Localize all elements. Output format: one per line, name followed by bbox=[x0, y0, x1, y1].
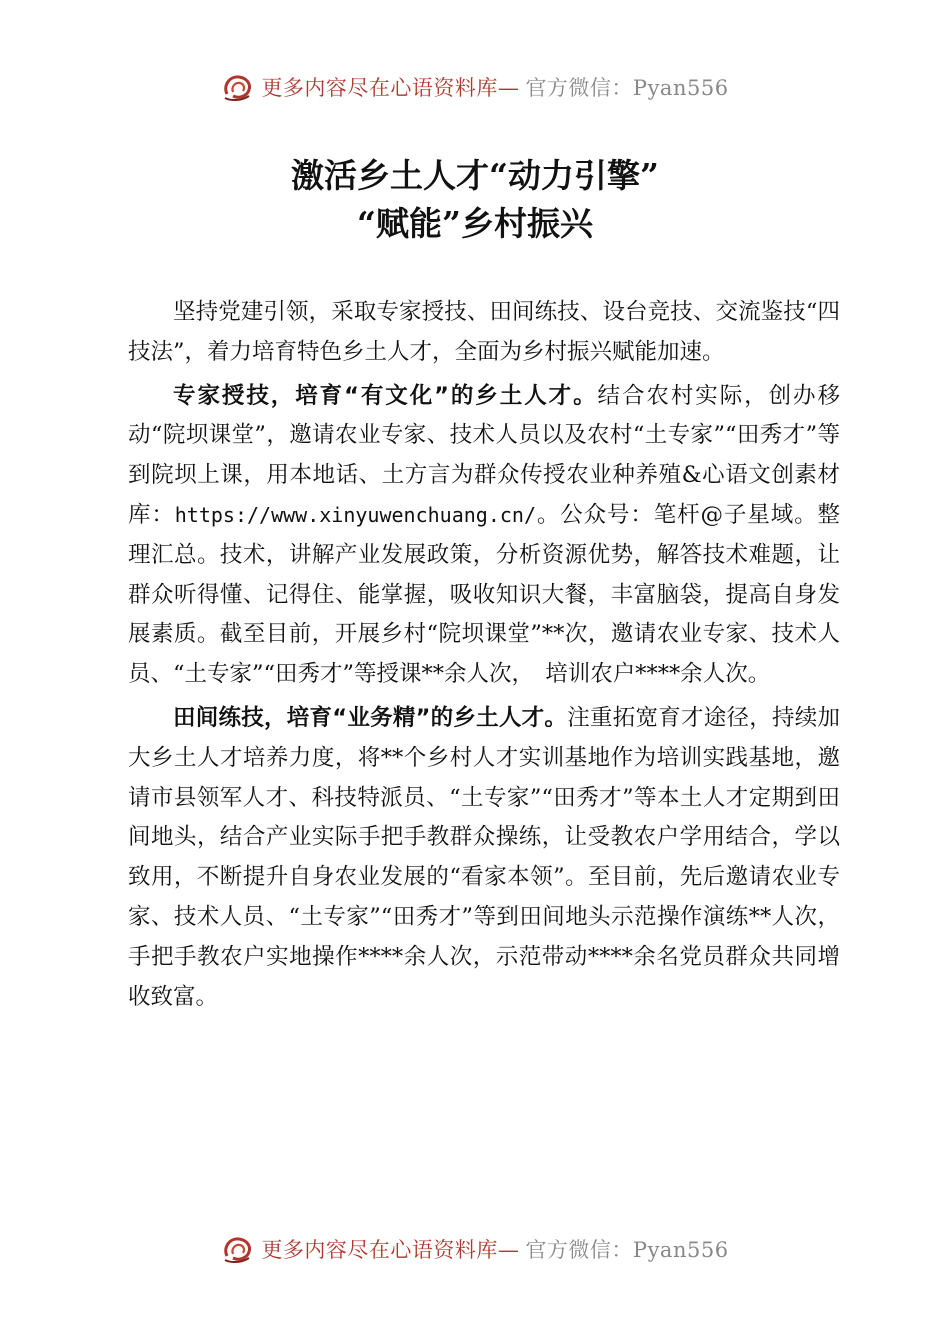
section-heading-1: 专家授技，培育“有文化”的乡土人才。 bbox=[173, 382, 598, 409]
footer-banner-text: 更多内容尽在心语资料库— bbox=[261, 1238, 520, 1262]
header-banner bbox=[0, 72, 950, 102]
section-heading-2: 田间练技，培育“业务精”的乡土人才。 bbox=[173, 704, 568, 731]
header-banner-text: 更多内容尽在心语资料库— bbox=[261, 76, 520, 100]
intro-paragraph bbox=[128, 293, 840, 373]
header-banner-wechat: 官方微信：Pyan556 bbox=[525, 76, 729, 100]
section-text-2: 注重拓宽育才途径，持续加大乡土人才培养力度，将**个乡村人才实训基地作为培训实践基地，邀请市县领军人才、科技特派员、“土专家”“田秀才”等本土人才定期到田间地头，结合产业实际手把手教群众操练，让受教农户学用结合，学以致用，不断提升自身农业发展的“看家本领”。至目前，先后邀请农业专家、技术人员、“土专家”“田秀才”等到田间地头示范操作演练**人次，手把手教农户实地操作****余人次，示范带动****余名党员群众共同增收致富。 bbox=[128, 704, 840, 1010]
section-paragraph-2 bbox=[128, 699, 840, 1017]
title-line-2: “赋能”乡村振兴 bbox=[357, 204, 593, 243]
footer-banner bbox=[0, 1234, 950, 1264]
page-title bbox=[0, 152, 950, 248]
article-body bbox=[128, 293, 840, 1021]
section-paragraph-1 bbox=[128, 377, 840, 695]
section-text-1b: 。公众号：笔杆@子星域。整理汇总。技术，讲解产业发展政策，分析资源优势，解答技术难题，让群众听得懂、记得住、能掌握，吸收知识大餐，丰富脑袋，提高自身发展素质。截至目前，开展乡村“院坝课堂”**次，邀请农业专家、技术人员、“土专家”“田秀才”等授课**余人次， 培训农户****余人次。 bbox=[128, 501, 840, 688]
section-text-1a: 结合农村实际，创办移动“院坝课堂”，邀请农业专家、技术人员以及农村“土专家”“田秀才”等到院坝上课，用本地话、土方言为群众传授农业种养殖&心语文创素材库： bbox=[128, 382, 840, 528]
intro-text: 坚持党建引领，采取专家授技、田间练技、设台竞技、交流鉴技“四技法”，着力培育特色乡土人才，全面为乡村振兴赋能加速。 bbox=[128, 299, 840, 365]
footer-banner-wechat: 官方微信：Pyan556 bbox=[525, 1238, 729, 1262]
title-line-1: 激活乡土人才“动力引擎” bbox=[291, 156, 659, 195]
flame-swirl-logo-icon bbox=[221, 1234, 255, 1264]
flame-swirl-logo-icon bbox=[221, 72, 255, 102]
source-url: https://www.xinyuwenchuang.cn/ bbox=[174, 502, 536, 527]
